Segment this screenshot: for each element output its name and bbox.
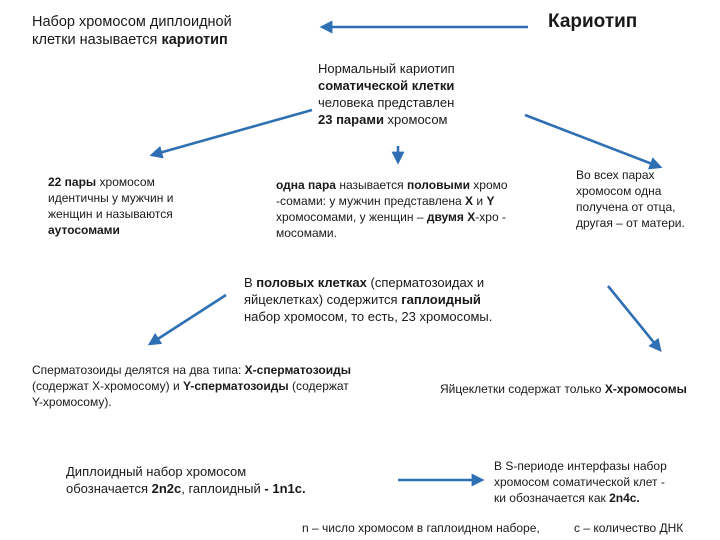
sex-chromosomes-text: одна пара называется половыми хромо -сомами: у мужчин представлена X и Y хромосомами, у женщин – двумя X-хро - мосомами.	[276, 178, 508, 240]
normal-karyotype-text: Нормальный кариотип соматической клетки человека представлен 23 парами хромосом	[318, 61, 455, 127]
s-phase-text: В S-периоде интерфазы набор хромосом соматической клет - ки обозначается как 2n4c.	[494, 459, 667, 505]
definition-text: Набор хромосом диплоидной клетки называется кариотип	[32, 14, 232, 48]
arrow-gametes-to-sperm	[150, 295, 226, 344]
arrow-gametes-to-eggs	[608, 286, 660, 350]
arrow-normal-to-autosomes	[152, 110, 312, 155]
gametes-text: В половых клетках (сперматозоидах и яйцеклетках) содержится гаплоидный набор хромосом, то есть, 23 хромосомы.	[244, 275, 493, 324]
parents-origin-text: Во всех парах хромосом одна получена от отца, другая – от матери.	[576, 168, 685, 230]
formula-text: Диплоидный набор хромосом обозначается 2n2c, гаплоидный - 1n1c.	[66, 464, 306, 496]
eggs-text: Яйцеклетки содержат только X-хромосомы	[440, 382, 687, 396]
legend-n: n – число хромосом в гаплоидном наборе,	[302, 521, 540, 535]
autosomes-text: 22 пары хромосом идентичны у мужчин и женщин и называются аутосомами	[48, 175, 174, 237]
sperm-types-text: Сперматозоиды делятся на два типа: X-сперматозоиды (содержат X-хромосому) и Y-сперматозоиды (содержат Y-хромосому).	[32, 363, 351, 409]
legend-c: с – количество ДНК	[574, 521, 684, 535]
arrow-normal-to-parents	[525, 115, 660, 167]
diagram-title: Кариотип	[548, 11, 638, 32]
